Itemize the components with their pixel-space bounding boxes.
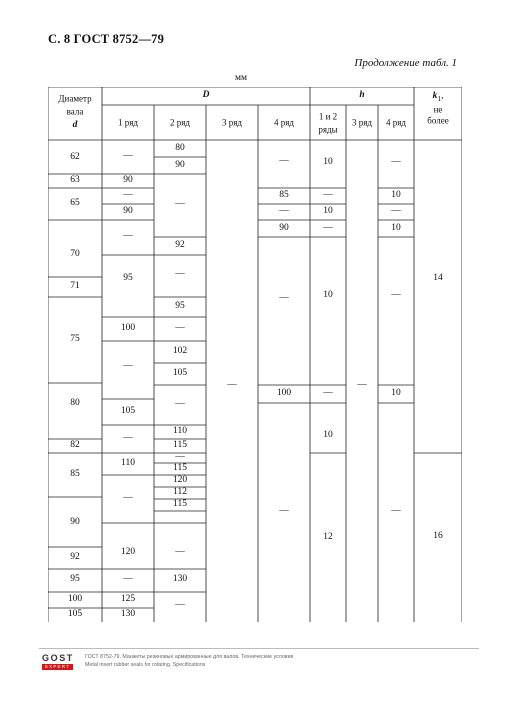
header-D: D <box>202 90 210 101</box>
D-row4-value: 85 <box>279 190 289 201</box>
h-row4-value: 10 <box>391 388 401 399</box>
d-value: 63 <box>70 175 80 186</box>
D-row2-value: — <box>175 399 185 410</box>
h-row4-value: — <box>391 290 401 301</box>
D-row1-value: — <box>123 433 133 444</box>
D-row1-value: 90 <box>123 175 133 186</box>
d-value: 75 <box>70 334 80 345</box>
d-value: 82 <box>70 440 80 451</box>
header-shaft-diameter-line2: вала <box>66 106 84 117</box>
D-row2-value: 115 <box>173 499 187 510</box>
D-row1-value: 90 <box>123 206 133 217</box>
header-k-letter: k <box>432 91 438 102</box>
h-rows12-value: 10 <box>323 157 333 168</box>
header-rows-1-2-line2: ряды <box>318 124 338 135</box>
D-row1-value: — <box>123 493 133 504</box>
h-rows12-value: — <box>323 223 333 234</box>
h-row4-value: — <box>391 157 401 168</box>
D-row4-value: — <box>279 156 289 167</box>
D-row2-value: — <box>175 547 185 558</box>
page-header: С. 8 ГОСТ 8752—79 <box>48 32 165 46</box>
D-row4-value: 90 <box>279 223 289 234</box>
logo-wordmark: GOST <box>42 653 74 663</box>
d-value: 70 <box>70 249 80 260</box>
h-row3-value: — <box>357 380 367 391</box>
k1-value: 14 <box>433 273 443 284</box>
D-row1-value: — <box>123 574 133 585</box>
d-value: 105 <box>67 609 83 620</box>
footer-document-title <box>85 653 293 669</box>
D-row2-value: — <box>175 269 185 280</box>
D-row2-value: 90 <box>175 160 185 171</box>
D-row1-value: 100 <box>120 323 136 334</box>
D-row1-value: — <box>123 361 133 372</box>
header-k-subscript: 1 <box>437 93 442 103</box>
d-value: 71 <box>70 281 80 292</box>
logo-subtitle: EXPERT <box>42 664 73 670</box>
D-row2-value: 80 <box>175 143 185 154</box>
d-value: 90 <box>70 517 80 528</box>
h-rows12-value: — <box>323 190 333 201</box>
D-row2-value: 102 <box>172 346 188 357</box>
header-shaft-diameter-line1: Диаметр <box>58 93 92 104</box>
d-value: 95 <box>70 574 80 585</box>
dimensions-table <box>48 87 462 622</box>
D-row2-value: 115 <box>173 463 187 474</box>
k1-value: 16 <box>433 531 443 542</box>
h-row4-value: 10 <box>391 223 401 234</box>
D-row4-value: — <box>279 293 289 304</box>
D-row2-value: 110 <box>173 426 187 437</box>
D-row1-value: — <box>123 151 133 162</box>
header-row-4: 4 ряд <box>274 117 294 128</box>
h-rows12-value: — <box>323 388 333 399</box>
D-row1-value: 120 <box>120 547 136 558</box>
d-value: 62 <box>70 152 80 163</box>
D-row2-value: — <box>175 199 185 210</box>
D-row1-value: 95 <box>123 273 133 284</box>
D-row1-value: — <box>123 231 133 242</box>
D-row2-value: 95 <box>175 301 185 312</box>
header-rows-1-2-line1: 1 и 2 <box>318 111 338 122</box>
units-label: мм <box>235 73 248 83</box>
header-shaft-diameter-symbol: d <box>72 120 78 131</box>
D-row4-value: — <box>279 206 289 217</box>
header-k-comma: , <box>441 90 444 101</box>
h-rows12-value: 10 <box>323 290 333 301</box>
header-h: h <box>359 90 365 101</box>
header-row-1: 1 ряд <box>118 117 138 128</box>
d-value: 85 <box>70 469 80 480</box>
d-value: 80 <box>70 398 80 409</box>
footer-title-en: Metal insert rubber seals for rotating. Specifications <box>85 662 206 668</box>
D-row2-value: 105 <box>172 368 188 379</box>
d-value: 92 <box>70 552 80 563</box>
h-rows12-value: 10 <box>323 430 333 441</box>
D-row2-value: — <box>175 452 185 463</box>
D-row4-value: — <box>279 506 289 517</box>
h-row4-value: 10 <box>391 190 401 201</box>
D-row4-value: 100 <box>276 388 292 399</box>
D-row3-value: — <box>227 380 237 391</box>
D-row2-value: — <box>175 600 185 611</box>
header-row-2: 2 ряд <box>170 117 190 128</box>
D-row2-value: 130 <box>172 574 188 585</box>
header-h-row-3: 3 ряд <box>352 117 372 128</box>
D-row2-value: — <box>175 323 185 334</box>
h-row4-value: — <box>391 206 401 217</box>
footer-divider <box>39 648 479 649</box>
table-continuation-label: Продолжение табл. 1 <box>354 57 457 69</box>
D-row2-value: 120 <box>172 475 188 486</box>
header-row-3: 3 ряд <box>222 117 242 128</box>
D-row1-value: 130 <box>120 609 136 620</box>
D-row2-value: 92 <box>175 240 185 251</box>
d-value: 100 <box>67 594 83 605</box>
header-k1-line3: более <box>427 115 449 126</box>
D-row2-value: 115 <box>173 440 187 451</box>
d-value: 65 <box>70 198 80 209</box>
header-k1-line2: не <box>433 104 443 115</box>
footer-title-ru: ГОСТ 8752-79. Манжеты резиновые армированные для валов. Технические условия <box>85 654 294 660</box>
D-row1-value: 125 <box>120 594 136 605</box>
header-h-row-4: 4 ряд <box>386 117 406 128</box>
h-row4-value: — <box>391 506 401 517</box>
D-row2-value: 112 <box>173 487 187 498</box>
D-row1-value: 110 <box>121 458 135 469</box>
header-k1-symbol <box>433 91 444 103</box>
h-rows12-value: 12 <box>323 532 333 543</box>
D-row1-value: 105 <box>120 406 136 417</box>
h-rows12-value: 10 <box>323 206 333 217</box>
D-row1-value: — <box>123 190 133 201</box>
gost-expert-logo <box>42 653 76 675</box>
